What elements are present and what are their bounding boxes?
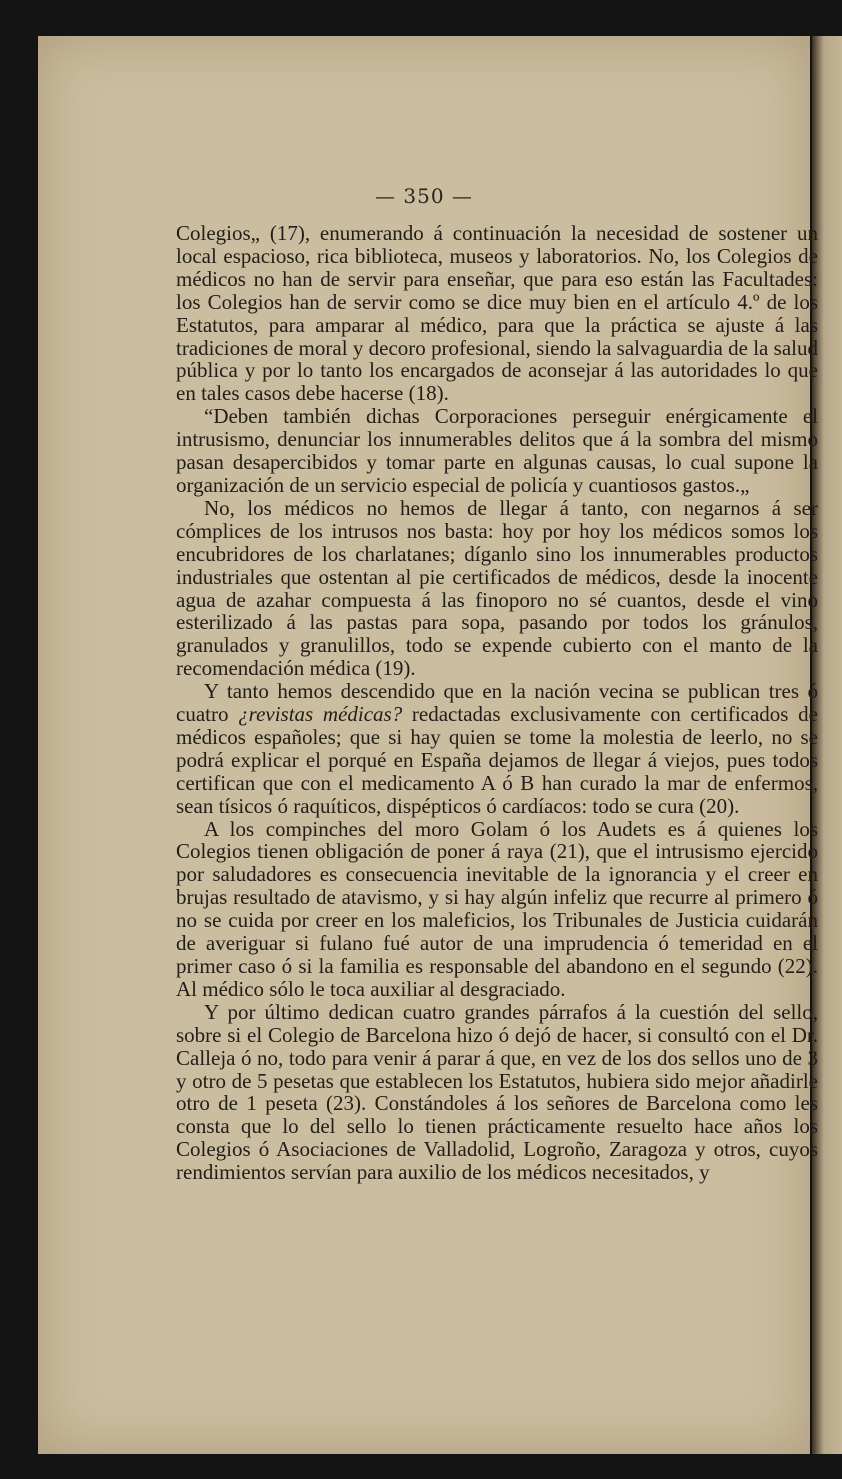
paragraph-4-after: redactadas exclusivamente con certificados de médicos españoles; que si hay quien se tome la molestia de leerlo, no se podrá explicar el porqué en España dejamos de llegar á viejos, pues todos certifican que con el medicamento A ó B han curado la mar de enfermos, sean tísicos ó raquíticos, dispépticos ó cardíacos: todo se cura (20). <box>176 702 818 818</box>
page-number: — 350 — <box>375 184 473 208</box>
paragraph-3: No, los médicos no hemos de llegar á tanto, con negarnos á ser cómplices de los intrusos nos basta: hoy por hoy los médicos somos los encubridores de los charlatanes; díganlo sino los innumerables productos industriales que ostentan al pie certificados de médicos, desde la inocente agua de azahar compuesta á las finoporo no sé cuantos, desde el vino esterilizado á las pastas para sopa, pasando por todos los gránulos, granulados y granulillos, todo se expende cubierto con el manto de la recomendación médica (19). <box>176 495 818 681</box>
body-text <box>176 222 818 1184</box>
book-page <box>38 36 818 1454</box>
italic-phrase: ¿revistas médicas? <box>238 702 403 727</box>
paragraph-6: Y por último dedican cuatro grandes párrafos á la cuestión del sello, sobre si el Colegio de Barcelona hizo ó dejó de hacer, si consultó con el Dr. Calleja ó no, todo para venir á parar á que, en vez de los dos sellos uno de 3 y otro de 5 pesetas que establecen los Estatutos, hubiera sido mejor añadirle otro de 1 peseta (23). Constándoles á los señores de Barcelona como les consta que lo del sello lo tienen prácticamente resuelto hace años los Colegios ó Asociaciones de Valladolid, Logroño, Zaragoza y otros, cuyos rendimientos servían para auxilio de los médicos necesitados, y <box>176 999 818 1185</box>
paragraph-5: A los compinches del moro Golam ó los Audets es á quienes los Colegios tienen obligación de poner á raya (21), que el intrusismo ejercido por saludadores es consecuencia inevitable de la ignorancia y el creer en brujas resultado de atavismo, y si hay algún infeliz que recurre al primero ó no se cuida por creer en los maleficios, los Tribunales de Justicia cuidarán de averiguar si fulano fué autor de una imprudencia ó temeridad en el primer caso ó si la familia es responsable del abandono en el segundo (22). Al médico sólo le toca auxiliar al desgraciado. <box>176 816 818 1001</box>
paragraph-2: “Deben también dichas Corporaciones perseguir enérgicamente el intrusismo, denunciar los innumerables delitos que á la sombra del mismo pasan desapercibidos y tomar parte en algunas causas, lo cual supone la organización de un servicio especial de policía y cuantiosos gastos.„ <box>176 404 818 497</box>
paragraph-4 <box>176 680 818 817</box>
paragraph-1: Colegios„ (17), enumerando á continuación la necesidad de sostener un local espacioso, rica biblioteca, museos y laboratorios. No, los Colegios de médicos no han de servir para enseñar, que para eso están las Facultades: los Colegios han de servir como se dice muy bien en el artículo 4.º de los Estatutos, para amparar al médico, para que la práctica se ajuste á las tradiciones de moral y decoro profesional, siendo la salvaguardia de la salud pública y por lo tanto los encargados de aconsejar á las autoridades lo que en tales casos debe hacerse (18). <box>176 221 818 406</box>
paragraph-4-before: Y tanto hemos descendido que en la nación vecina se publican tres ó cuatro <box>176 679 818 727</box>
